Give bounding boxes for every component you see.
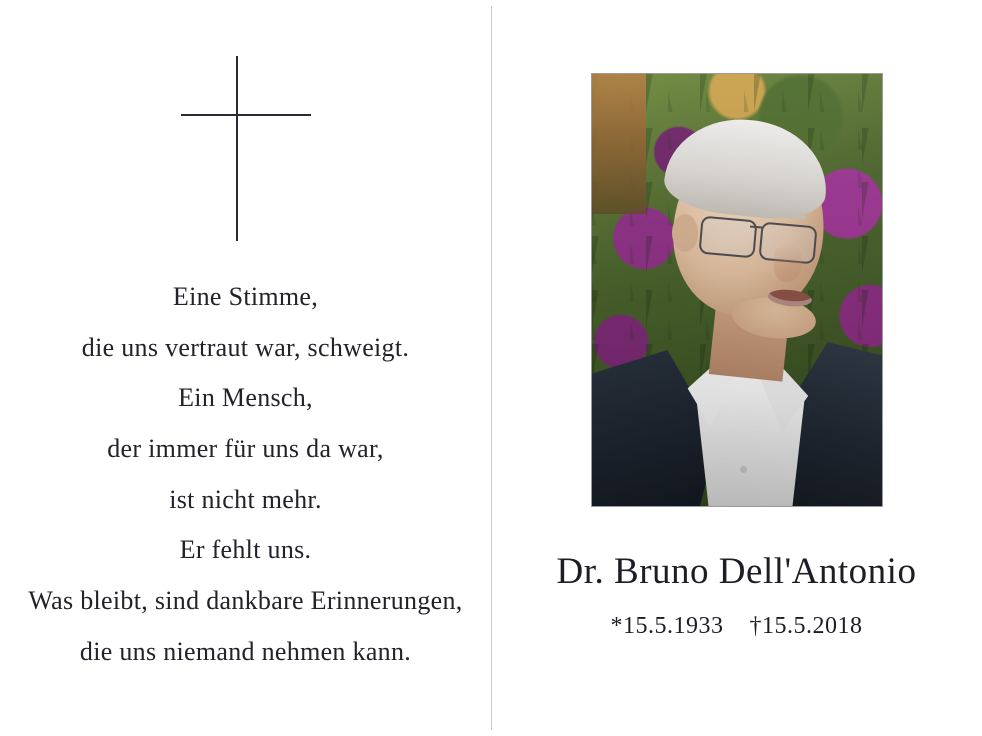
- photo-background-wall: [592, 74, 646, 214]
- cross-icon: [181, 56, 311, 246]
- deceased-name: Dr. Bruno Dell'Antonio: [556, 551, 917, 592]
- death-symbol: †: [749, 613, 762, 639]
- cross-horizontal-bar: [181, 114, 311, 116]
- verse-line: die uns vertraut war, schweigt.: [81, 332, 410, 362]
- glasses-lens-left: [698, 216, 757, 259]
- verse-line: die uns niemand nehmen kann.: [79, 636, 412, 666]
- life-dates: [611, 613, 863, 640]
- verse-line: ist nicht mehr.: [169, 484, 322, 514]
- portrait-photo: [592, 74, 882, 506]
- nose: [774, 242, 802, 282]
- verse-line: Was bleibt, sind dankbare Erinnerungen,: [28, 586, 463, 616]
- birth-date: 15.5.1933: [623, 613, 724, 639]
- verse-line: Eine Stimme,: [172, 282, 319, 311]
- verse-line: Er fehlt uns.: [179, 535, 312, 565]
- verse-line: der immer für uns da war,: [107, 434, 384, 464]
- cross-vertical-bar: [236, 56, 238, 241]
- birth-symbol: *: [610, 613, 623, 639]
- ear: [672, 214, 698, 252]
- memorial-verse: [16, 272, 476, 678]
- verse-line: Ein Mensch,: [178, 383, 313, 413]
- shirt-button: [740, 466, 747, 473]
- right-panel: [491, 0, 982, 736]
- death-date: 15.5.2018: [762, 613, 863, 639]
